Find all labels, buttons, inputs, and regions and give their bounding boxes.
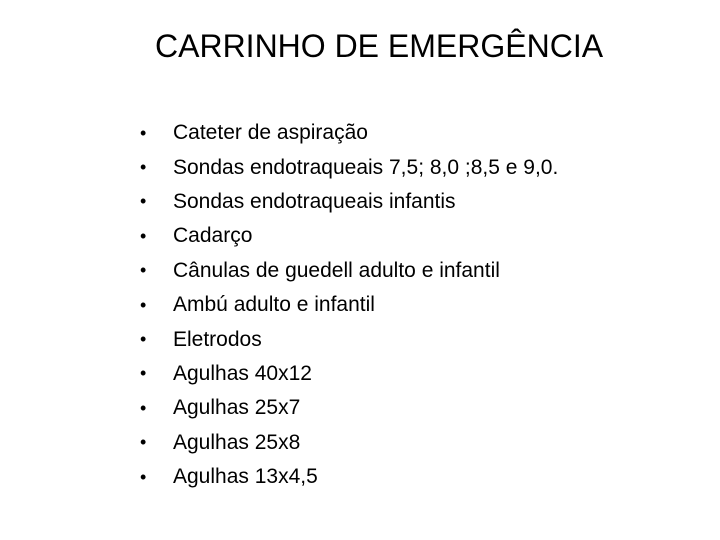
- bullet-icon: •: [140, 363, 147, 384]
- list-item: [140, 426, 558, 460]
- list-item-text: Cateter de aspiração: [173, 121, 368, 145]
- list-item: [140, 460, 558, 494]
- list-item: [140, 357, 558, 391]
- bullet-icon: •: [140, 157, 147, 178]
- list-item-text: Cadarço: [173, 224, 253, 248]
- list-item-text: Agulhas 40x12: [173, 361, 312, 385]
- list-item: [140, 391, 558, 425]
- slide-title: CARRINHO DE EMERGÊNCIA: [155, 28, 604, 64]
- list-item-text: Cânulas de guedell adulto e infantil: [173, 258, 500, 282]
- list-item: [140, 116, 558, 150]
- list-item: [140, 254, 558, 288]
- bullet-icon: •: [140, 294, 147, 315]
- bullet-icon: •: [140, 432, 147, 453]
- bullet-icon: •: [140, 191, 147, 212]
- bullet-icon: •: [140, 466, 147, 487]
- bullet-icon: •: [140, 397, 147, 418]
- list-item: [140, 219, 558, 253]
- bullet-icon: •: [140, 225, 147, 246]
- list-item-text: Agulhas 25x7: [173, 396, 301, 420]
- bullet-icon: •: [140, 122, 147, 143]
- list-item: [140, 185, 558, 219]
- list-item-text: Sondas endotraqueais 7,5; 8,0 ;8,5 e 9,0.: [173, 155, 559, 179]
- list-item-text: Ambú adulto e infantil: [173, 293, 375, 317]
- list-item-text: Agulhas 25x8: [173, 430, 301, 454]
- bullet-icon: •: [140, 260, 147, 281]
- list-item: [140, 150, 558, 184]
- bullet-icon: •: [140, 329, 147, 350]
- list-item-text: Eletrodos: [173, 327, 262, 351]
- bullet-list: [140, 116, 558, 494]
- list-item-text: Agulhas 13x4,5: [173, 465, 318, 489]
- list-item: [140, 322, 558, 356]
- list-item: [140, 288, 558, 322]
- list-item-text: Sondas endotraqueais infantis: [173, 189, 456, 213]
